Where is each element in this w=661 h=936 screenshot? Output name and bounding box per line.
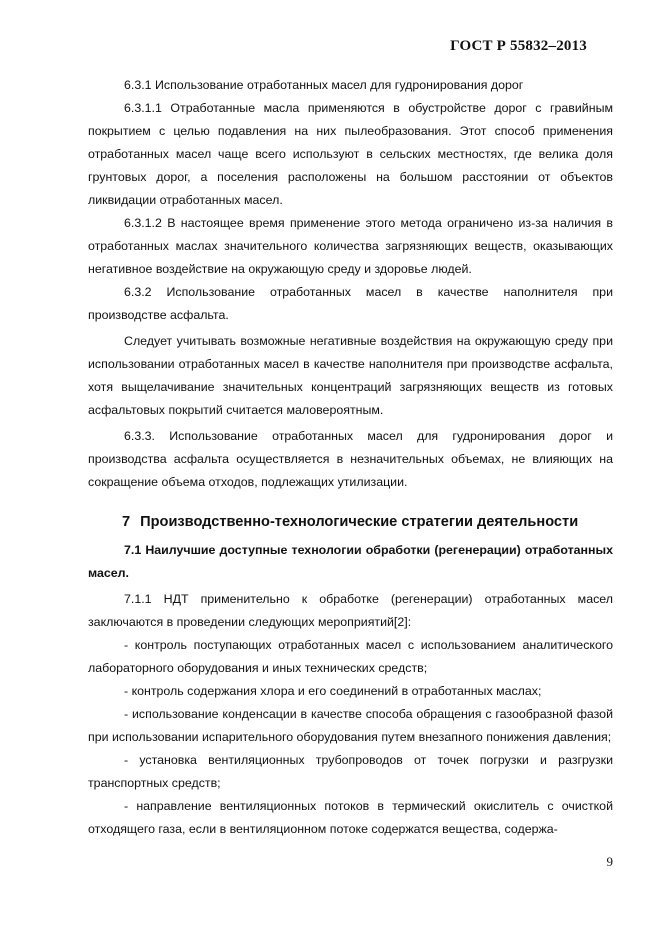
paragraph-6-3-3: 6.3.3. Использование отработанных масел для гудронирования дорог и производства асфальта осуществляется в незначительных объемах, не влияющих на сокращение объема отходов, подлежащих утилизации. — [88, 429, 613, 489]
list-item-thermal-oxidizer: - направление вентиляционных потоков в термический окислитель с очисткой отходящего газа, если в вентиляционном потоке содержатся вещества, содержа- — [88, 799, 613, 836]
page-number: 9 — [606, 854, 613, 869]
paragraph-7-1-1: 7.1.1 НДТ применительно к обработке (регенерации) отработанных масел заключаются в проведении следующих мероприятий[2]: — [88, 592, 613, 629]
section-number: 7 — [122, 514, 131, 530]
paragraph-6-3-1: 6.3.1 Использование отработанных масел для гудронирования дорог — [124, 78, 524, 92]
list-item-condensation: - использование конденсации в качестве способа обращения с газообразной фазой при использовании испарительного оборудования путем внезапного понижения давления; — [88, 707, 613, 744]
paragraph-6-3-1-2: 6.3.1.2 В настоящее время применение этого метода ограничено из-за наличия в отработанных маслах значительного количества загрязняющих веществ, оказывающих негативное воздействие на окружающую среду и здоровье людей. — [88, 216, 613, 276]
list-item-chlorine-control: - контроль содержания хлора и его соединений в отработанных маслах; — [124, 684, 542, 698]
subsection-heading-7-1: 7.1 Наилучшие доступные технологии обработки (регенерации) отработанных масел. — [88, 543, 613, 580]
section-heading-7 — [88, 508, 613, 536]
paragraph-6-3-1-1: 6.3.1.1 Отработанные масла применяются в обустройстве дорог с гравийным покрытием с целью подавления на них пылеобразования. Этот способ применения отработанных масел чаще всего используют в сельских местностях, где велика доля грунтовых дорог, а поселения расположены на большом расстоянии от объектов ликвидации отработанных масел. — [88, 101, 613, 207]
paragraph-asphalt-note: Следует учитывать возможные негативные воздействия на окружающую среду при использовании отработанных масел в качестве наполнителя при производстве асфальта, хотя выщелачивание значительных концентраций загрязняющих веществ из готовых асфальтовых покрытий считается маловероятным. — [88, 334, 613, 417]
document-header-standard: ГОСТ Р 55832–2013 — [450, 38, 587, 54]
list-item-ventilation-pipes: - установка вентиляционных трубопроводов от точек погрузки и разгрузки транспортных средств; — [88, 753, 613, 790]
paragraph-6-3-2: 6.3.2 Использование отработанных масел в качестве наполнителя при производстве асфальта. — [88, 285, 613, 322]
list-item-incoming-oil-control: - контроль поступающих отработанных масел с использованием аналитического лабораторного оборудования и иных технических средств; — [88, 638, 613, 675]
page-body — [88, 74, 613, 841]
section-title: Производственно-технологические стратегии деятельности — [140, 514, 579, 530]
